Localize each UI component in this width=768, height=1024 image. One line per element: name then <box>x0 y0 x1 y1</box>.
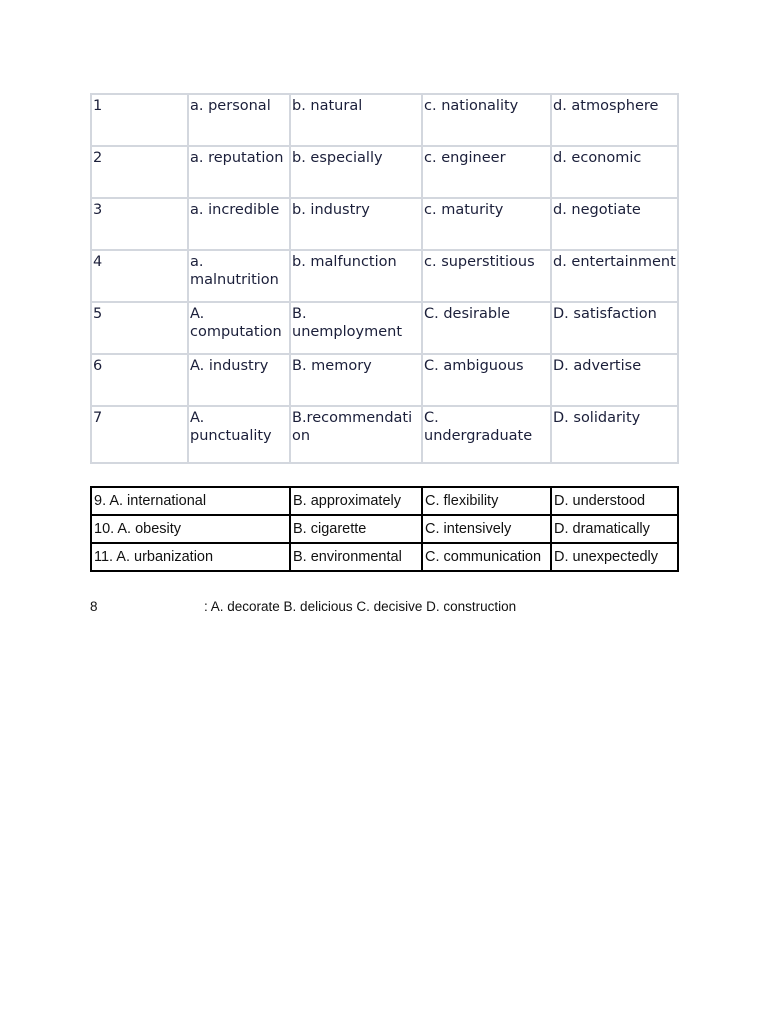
question-number: 3 <box>91 198 188 250</box>
question-number: 4 <box>91 250 188 302</box>
option-b: B. memory <box>290 354 422 406</box>
option-b: b. natural <box>290 94 422 146</box>
table-row <box>91 198 678 250</box>
question-number: 6 <box>91 354 188 406</box>
question-number: 2 <box>91 146 188 198</box>
table-row <box>91 146 678 198</box>
option-c: c. superstitious <box>422 250 551 302</box>
table-row <box>91 250 678 302</box>
option-d: d. entertainment <box>551 250 678 302</box>
option-d: d. negotiate <box>551 198 678 250</box>
question-number: 7 <box>91 406 188 463</box>
option-a: 9. A. international <box>91 487 290 515</box>
table-row <box>91 406 678 463</box>
option-b: b. industry <box>290 198 422 250</box>
option-b: B. approximately <box>290 487 422 515</box>
option-a: 10. A. obesity <box>91 515 290 543</box>
option-c: C. undergraduate <box>422 406 551 463</box>
option-d: D. advertise <box>551 354 678 406</box>
option-c: C. ambiguous <box>422 354 551 406</box>
question-number: 1 <box>91 94 188 146</box>
option-c: C. desirable <box>422 302 551 354</box>
option-a: A. punctuality <box>188 406 290 463</box>
question-number: 8 <box>90 599 98 614</box>
question-number: 5 <box>91 302 188 354</box>
option-d: d. atmosphere <box>551 94 678 146</box>
option-a: 11. A. urbanization <box>91 543 290 571</box>
option-c: c. maturity <box>422 198 551 250</box>
table-row <box>91 94 678 146</box>
option-a: A. computation <box>188 302 290 354</box>
question-8-line <box>90 599 690 615</box>
option-b: B.recommendation <box>290 406 422 463</box>
option-c: C. communication <box>422 543 551 571</box>
option-a: A. industry <box>188 354 290 406</box>
table-row <box>91 515 678 543</box>
word-stress-table-lower <box>90 486 679 572</box>
option-a: a. malnutrition <box>188 250 290 302</box>
table-row <box>91 543 678 571</box>
option-c: C. flexibility <box>422 487 551 515</box>
option-d: D. satisfaction <box>551 302 678 354</box>
word-stress-table-upper <box>90 93 679 464</box>
option-c: c. nationality <box>422 94 551 146</box>
option-a: a. personal <box>188 94 290 146</box>
option-a: a. incredible <box>188 198 290 250</box>
option-c: C. intensively <box>422 515 551 543</box>
option-b: B. environmental <box>290 543 422 571</box>
table-row <box>91 302 678 354</box>
table-row <box>91 487 678 515</box>
option-d: D. dramatically <box>551 515 678 543</box>
option-d: D. unexpectedly <box>551 543 678 571</box>
table-row <box>91 354 678 406</box>
option-d: D. solidarity <box>551 406 678 463</box>
option-b: b. malfunction <box>290 250 422 302</box>
option-a: a. reputation <box>188 146 290 198</box>
question-options: : A. decorate B. delicious C. decisive D. construction <box>204 599 517 614</box>
option-b: b. especially <box>290 146 422 198</box>
option-d: d. economic <box>551 146 678 198</box>
option-c: c. engineer <box>422 146 551 198</box>
option-b: B. unemployment <box>290 302 422 354</box>
option-d: D. understood <box>551 487 678 515</box>
option-b: B. cigarette <box>290 515 422 543</box>
